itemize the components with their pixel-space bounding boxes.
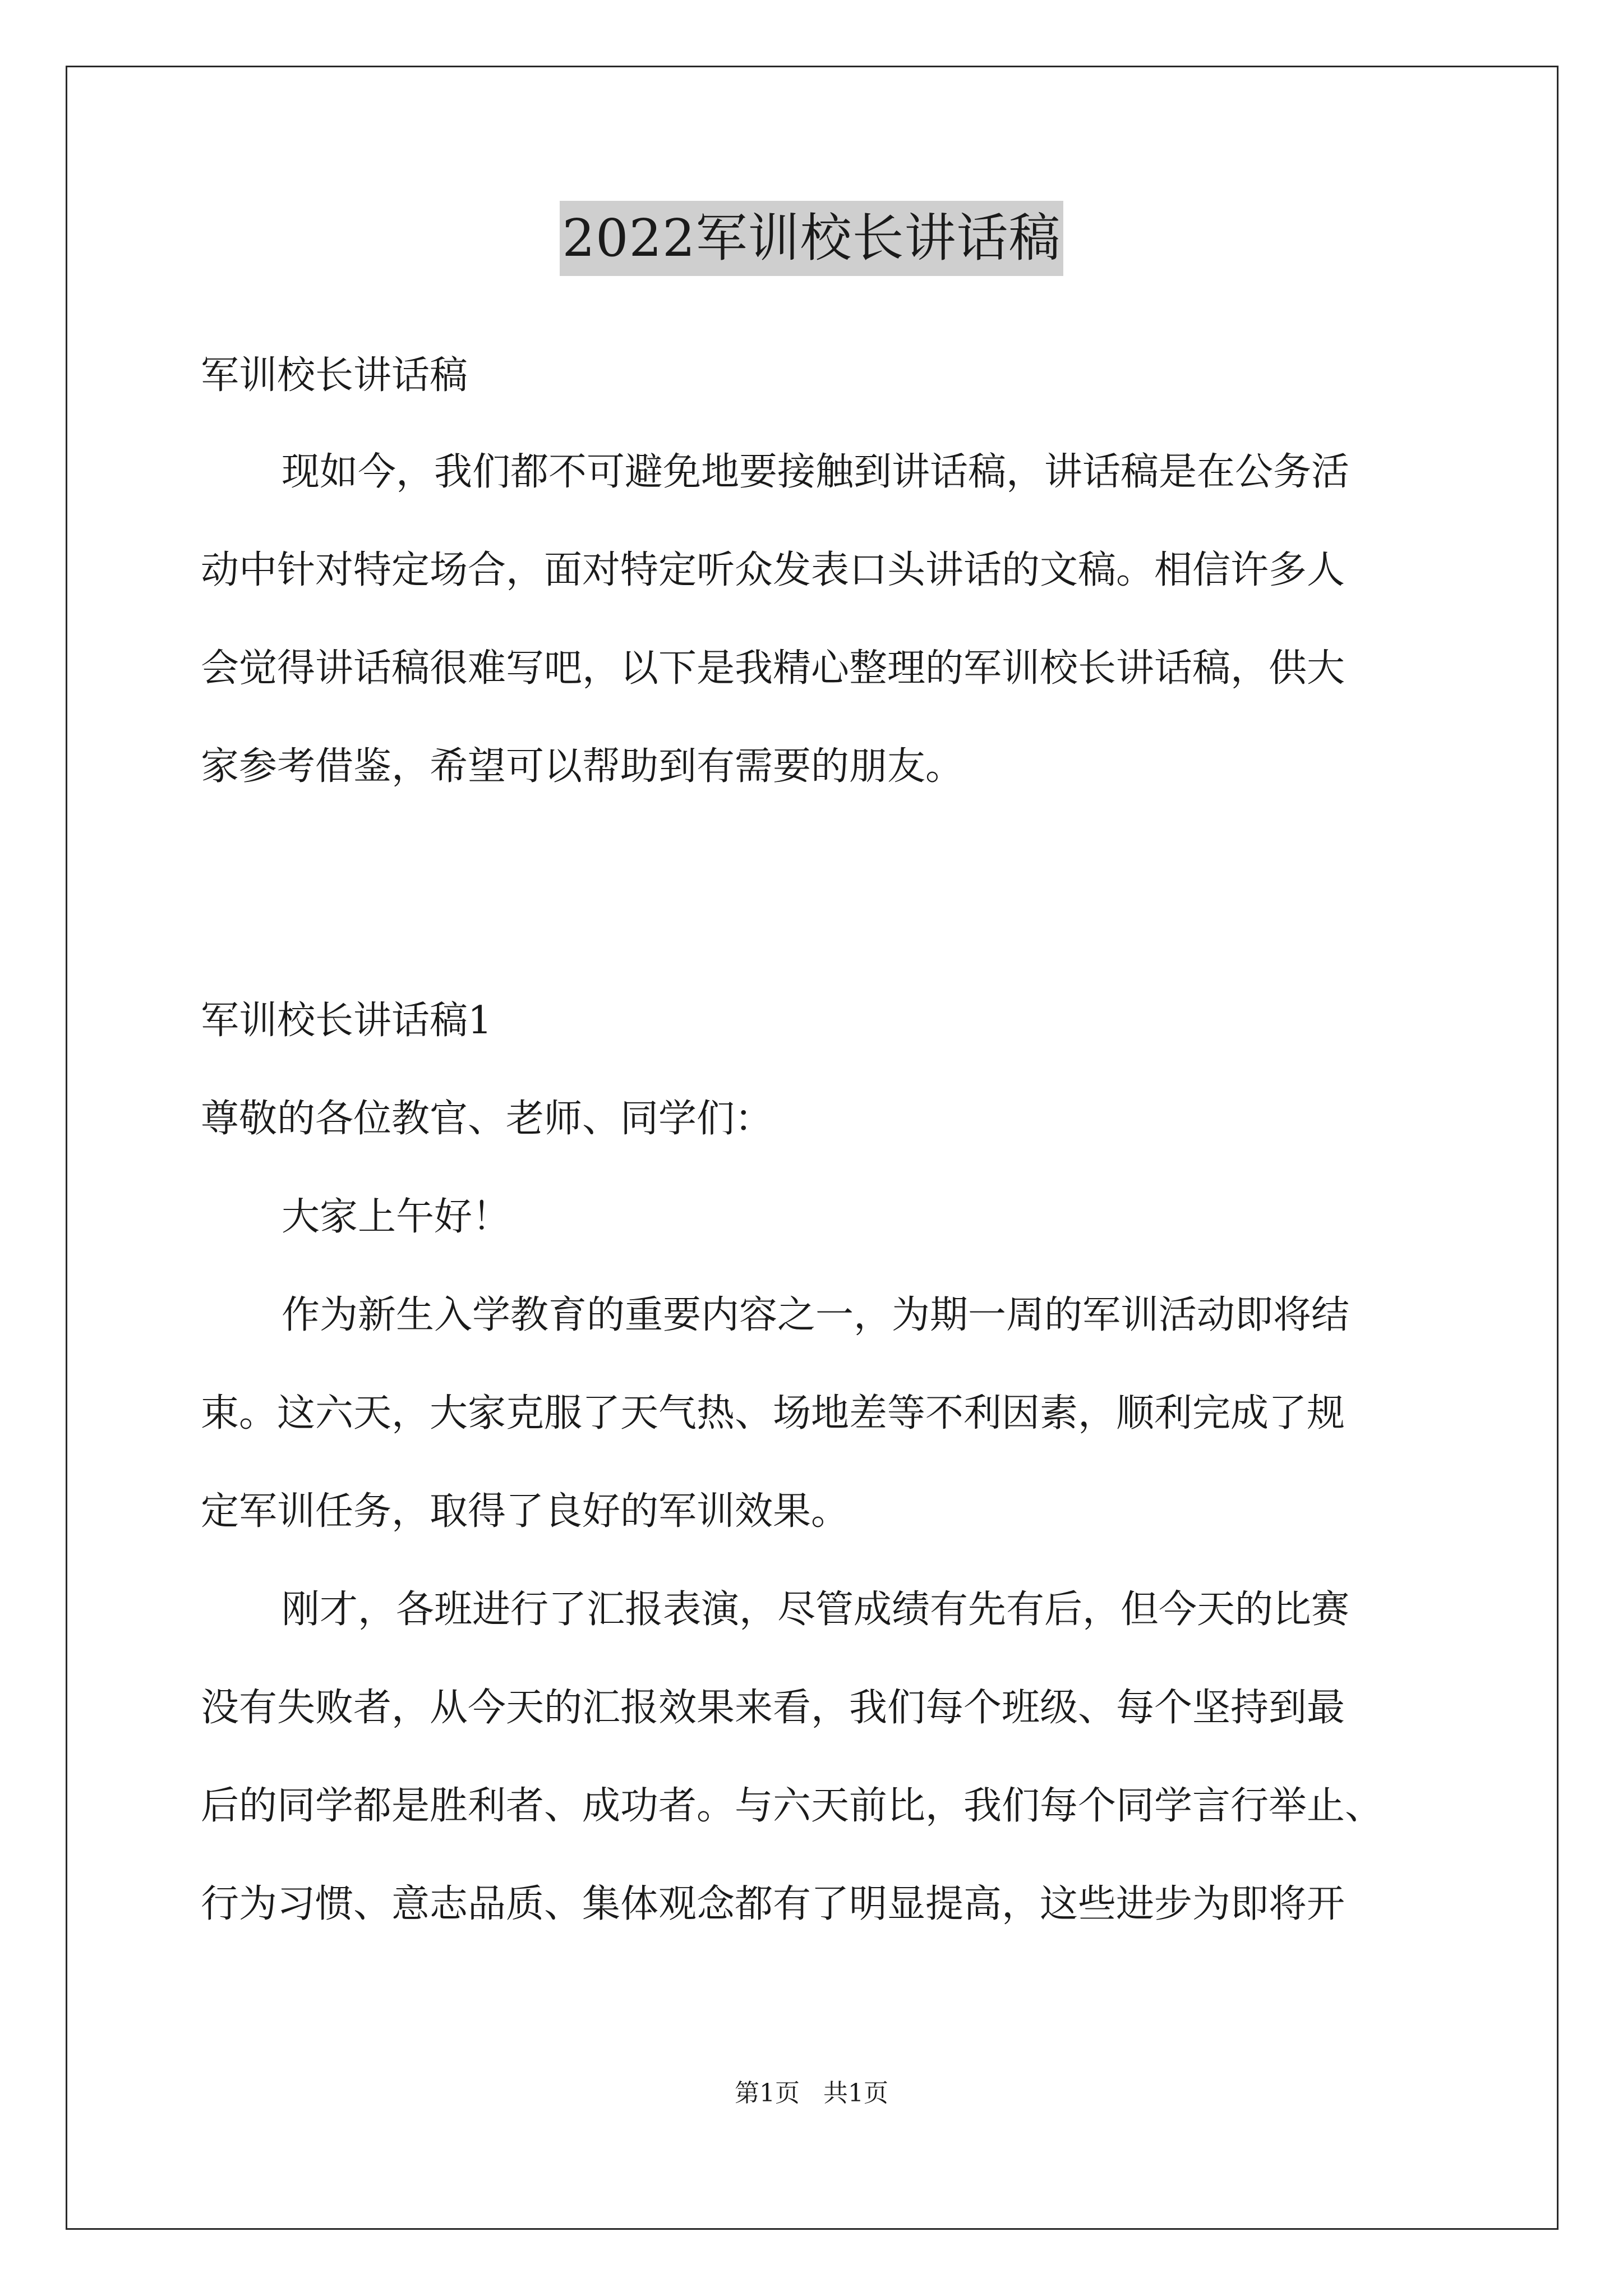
paragraph2-line-4: 行为习惯、意志品质、集体观念都有了明显提高，这些进步为即将开	[201, 1882, 1345, 1926]
title-container	[0, 196, 1623, 280]
intro-line-3: 会觉得讲话稿很难写吧，以下是我精心整理的军训校长讲话稿，供大	[201, 646, 1345, 691]
paragraph1-line-3: 定军训任务，取得了良好的军训效果。	[201, 1489, 850, 1534]
paragraph2-line-3: 后的同学都是胜利者、成功者。与六天前比，我们每个同学言行举止、	[201, 1784, 1384, 1828]
salutation: 尊敬的各位教官、老师、同学们：	[201, 1097, 773, 1141]
paragraph2-line-2: 没有失败者，从今天的汇报效果来看，我们每个班级、每个坚持到最	[201, 1686, 1345, 1730]
document-heading: 军训校长讲话稿	[201, 353, 468, 398]
intro-line-1: 现如今，我们都不可避免地要接触到讲话稿，讲话稿是在公务活	[282, 450, 1350, 494]
section-title: 军训校长讲话稿1	[201, 999, 492, 1043]
document-title: 2022军训校长讲话稿	[560, 201, 1063, 276]
intro-line-4: 家参考借鉴，希望可以帮助到有需要的朋友。	[201, 744, 964, 789]
paragraph1-line-2: 束。这六天，大家克服了天气热、场地差等不利因素，顺利完成了规	[201, 1391, 1345, 1435]
paragraph1-line-1: 作为新生入学教育的重要内容之一，为期一周的军训活动即将结	[282, 1293, 1350, 1337]
intro-line-2: 动中针对特定场合，面对特定听众发表口头讲话的文稿。相信许多人	[201, 548, 1345, 592]
paragraph2-line-1: 刚才，各班进行了汇报表演，尽管成绩有先有后，但今天的比赛	[282, 1588, 1350, 1632]
greeting: 大家上午好！	[282, 1195, 511, 1239]
page-indicator: 第1页 共1页	[735, 2079, 888, 2108]
